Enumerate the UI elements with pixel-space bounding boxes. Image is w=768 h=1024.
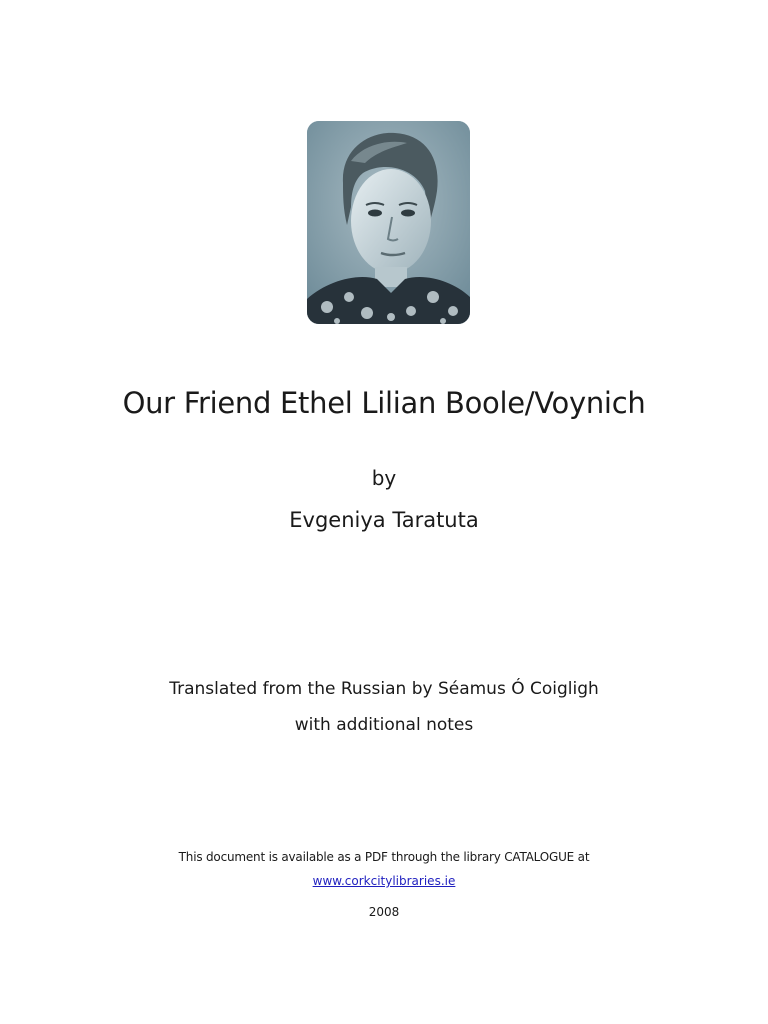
portrait-illustration: [307, 121, 470, 324]
portrait-photo: [307, 121, 470, 324]
translation-credit: Translated from the Russian by Séamus Ó Coigligh: [169, 679, 599, 699]
library-link[interactable]: www.corkcitylibraries.ie: [312, 874, 456, 888]
notes-line: with additional notes: [294, 715, 474, 735]
document-title: Our Friend Ethel Lilian Boole/Voynich: [122, 386, 646, 420]
by-label: by: [371, 466, 397, 490]
library-link-line: [0, 874, 768, 888]
publication-year: 2008: [368, 905, 400, 919]
availability-note: This document is available as a PDF through the library CATALOGUE at: [178, 850, 590, 864]
author-name: Evgeniya Taratuta: [289, 508, 479, 532]
